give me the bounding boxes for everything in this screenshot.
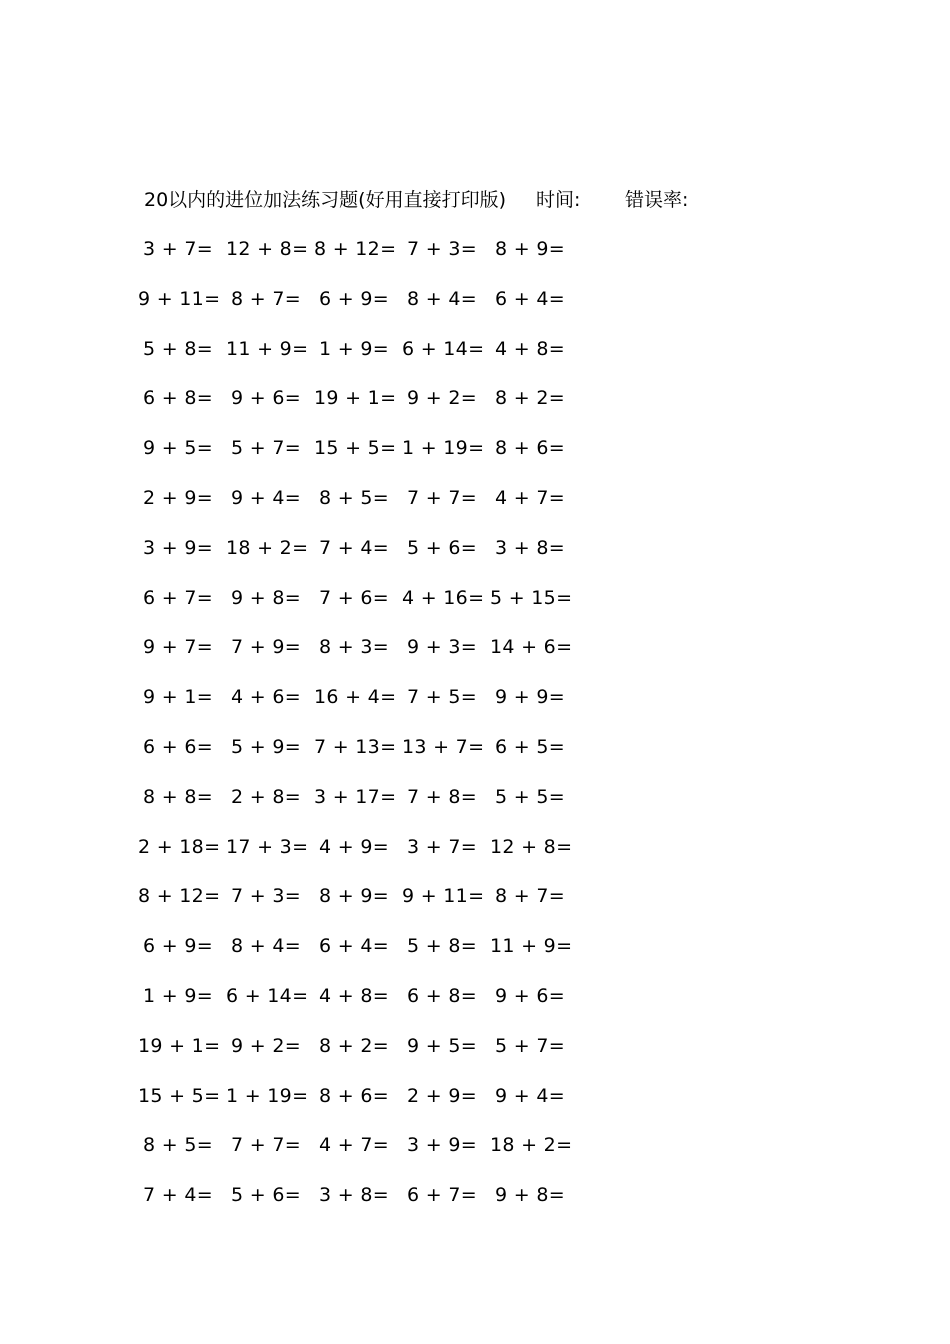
problem-item: 9 + 2= bbox=[231, 1034, 301, 1057]
problem-item: 9 + 1= bbox=[143, 686, 213, 709]
problem-item: 6 + 6= bbox=[143, 736, 213, 758]
problem-row bbox=[0, 1130, 950, 1160]
problem-item: 9 + 6= bbox=[231, 387, 301, 410]
problem-row bbox=[0, 334, 950, 364]
problem-item: 18 + 2= bbox=[226, 536, 309, 559]
problem-item: 9 + 5= bbox=[143, 437, 213, 460]
problem-item: 4 + 8= bbox=[319, 985, 389, 1007]
problem-item: 4 + 16= bbox=[402, 586, 485, 609]
problem-item: 5 + 15= bbox=[490, 586, 573, 609]
problem-item: 6 + 14= bbox=[226, 985, 309, 1007]
problem-item: 6 + 7= bbox=[143, 586, 213, 609]
problem-item: 9 + 2= bbox=[407, 387, 477, 410]
problem-item: 3 + 9= bbox=[407, 1134, 477, 1157]
problem-item: 8 + 6= bbox=[319, 1084, 389, 1107]
problem-item: 11 + 9= bbox=[226, 337, 309, 360]
problem-item: 9 + 11= bbox=[402, 885, 485, 908]
problem-item: 9 + 4= bbox=[495, 1084, 565, 1107]
problem-item: 9 + 9= bbox=[495, 686, 565, 709]
problem-item: 12 + 8= bbox=[226, 238, 309, 260]
problem-item: 6 + 8= bbox=[143, 387, 213, 410]
error-rate-label: 错误率: bbox=[625, 189, 689, 211]
problem-item: 9 + 3= bbox=[407, 636, 477, 659]
problem-item: 6 + 4= bbox=[319, 935, 389, 958]
problem-row bbox=[0, 284, 950, 314]
problem-item: 5 + 8= bbox=[143, 337, 213, 360]
problem-item: 7 + 3= bbox=[407, 238, 477, 260]
problem-row bbox=[0, 234, 950, 264]
problem-item: 6 + 9= bbox=[143, 935, 213, 958]
problem-row bbox=[0, 981, 950, 1011]
problem-row bbox=[0, 433, 950, 463]
problem-row bbox=[0, 931, 950, 961]
problem-item: 7 + 7= bbox=[407, 487, 477, 509]
problem-item: 2 + 18= bbox=[138, 835, 221, 858]
problem-item: 8 + 3= bbox=[319, 636, 389, 659]
page-title: 20以内的进位加法练习题(好用直接打印版) bbox=[144, 189, 507, 211]
problem-item: 9 + 6= bbox=[495, 985, 565, 1007]
problem-item: 7 + 9= bbox=[231, 636, 301, 659]
problem-item: 11 + 9= bbox=[490, 935, 573, 958]
problem-item: 6 + 9= bbox=[319, 287, 389, 310]
problem-row bbox=[0, 732, 950, 762]
problem-item: 15 + 5= bbox=[138, 1084, 221, 1107]
problem-row bbox=[0, 881, 950, 911]
problem-item: 8 + 5= bbox=[143, 1134, 213, 1157]
problem-item: 8 + 9= bbox=[495, 238, 565, 260]
problem-row bbox=[0, 782, 950, 812]
problem-row bbox=[0, 583, 950, 613]
problem-item: 8 + 7= bbox=[495, 885, 565, 908]
problem-item: 6 + 4= bbox=[495, 287, 565, 310]
problem-item: 2 + 8= bbox=[231, 785, 301, 808]
problem-item: 1 + 9= bbox=[143, 985, 213, 1007]
problem-item: 7 + 5= bbox=[407, 686, 477, 709]
problem-item: 3 + 8= bbox=[319, 1184, 389, 1207]
problem-item: 16 + 4= bbox=[314, 686, 397, 709]
problem-item: 6 + 8= bbox=[407, 985, 477, 1007]
problem-item: 17 + 3= bbox=[226, 835, 309, 858]
problem-item: 9 + 7= bbox=[143, 636, 213, 659]
problem-item: 8 + 2= bbox=[319, 1034, 389, 1057]
problem-item: 8 + 12= bbox=[138, 885, 221, 908]
problem-item: 3 + 7= bbox=[143, 238, 213, 260]
problem-item: 4 + 9= bbox=[319, 835, 389, 858]
problem-item: 7 + 4= bbox=[319, 536, 389, 559]
problem-item: 1 + 9= bbox=[319, 337, 389, 360]
problem-item: 18 + 2= bbox=[490, 1134, 573, 1157]
problem-item: 8 + 7= bbox=[231, 287, 301, 310]
problem-item: 8 + 6= bbox=[495, 437, 565, 460]
problem-item: 1 + 19= bbox=[402, 437, 485, 460]
problem-item: 5 + 8= bbox=[407, 935, 477, 958]
problem-item: 2 + 9= bbox=[143, 487, 213, 509]
problem-item: 8 + 8= bbox=[143, 785, 213, 808]
problem-item: 3 + 7= bbox=[407, 835, 477, 858]
problem-item: 4 + 7= bbox=[319, 1134, 389, 1157]
problem-item: 8 + 4= bbox=[231, 935, 301, 958]
problem-item: 8 + 5= bbox=[319, 487, 389, 509]
problem-item: 8 + 2= bbox=[495, 387, 565, 410]
problem-item: 7 + 13= bbox=[314, 736, 397, 758]
problem-item: 7 + 3= bbox=[231, 885, 301, 908]
problem-item: 9 + 5= bbox=[407, 1034, 477, 1057]
problem-item: 5 + 6= bbox=[407, 536, 477, 559]
problem-row bbox=[0, 682, 950, 712]
problem-item: 5 + 7= bbox=[495, 1034, 565, 1057]
problem-item: 7 + 4= bbox=[143, 1184, 213, 1207]
problem-item: 9 + 11= bbox=[138, 287, 221, 310]
problem-item: 9 + 8= bbox=[231, 586, 301, 609]
problem-item: 5 + 5= bbox=[495, 785, 565, 808]
problem-item: 6 + 7= bbox=[407, 1184, 477, 1207]
problem-item: 13 + 7= bbox=[402, 736, 485, 758]
problem-item: 4 + 6= bbox=[231, 686, 301, 709]
problem-item: 6 + 14= bbox=[402, 337, 485, 360]
problem-item: 9 + 4= bbox=[231, 487, 301, 509]
problem-row bbox=[0, 533, 950, 563]
problem-item: 4 + 8= bbox=[495, 337, 565, 360]
problem-item: 19 + 1= bbox=[314, 387, 397, 410]
problem-item: 8 + 9= bbox=[319, 885, 389, 908]
problem-item: 19 + 1= bbox=[138, 1034, 221, 1057]
problem-item: 2 + 9= bbox=[407, 1084, 477, 1107]
problem-item: 5 + 7= bbox=[231, 437, 301, 460]
problem-item: 3 + 8= bbox=[495, 536, 565, 559]
time-label: 时间: bbox=[536, 189, 581, 211]
problem-row bbox=[0, 1081, 950, 1111]
problem-row bbox=[0, 632, 950, 662]
problem-item: 1 + 19= bbox=[226, 1084, 309, 1107]
problem-item: 4 + 7= bbox=[495, 487, 565, 509]
problem-item: 12 + 8= bbox=[490, 835, 573, 858]
problem-item: 14 + 6= bbox=[490, 636, 573, 659]
problem-item: 3 + 9= bbox=[143, 536, 213, 559]
problem-row bbox=[0, 1031, 950, 1061]
problem-row bbox=[0, 483, 950, 513]
problem-item: 5 + 6= bbox=[231, 1184, 301, 1207]
problem-item: 7 + 8= bbox=[407, 785, 477, 808]
problem-item: 3 + 17= bbox=[314, 785, 397, 808]
problem-item: 5 + 9= bbox=[231, 736, 301, 758]
problem-item: 8 + 4= bbox=[407, 287, 477, 310]
problem-item: 15 + 5= bbox=[314, 437, 397, 460]
problem-row bbox=[0, 832, 950, 862]
problem-item: 6 + 5= bbox=[495, 736, 565, 758]
problem-item: 8 + 12= bbox=[314, 238, 397, 260]
problem-item: 7 + 7= bbox=[231, 1134, 301, 1157]
problem-item: 7 + 6= bbox=[319, 586, 389, 609]
problem-row bbox=[0, 383, 950, 413]
problem-item: 9 + 8= bbox=[495, 1184, 565, 1207]
problem-row bbox=[0, 1180, 950, 1210]
